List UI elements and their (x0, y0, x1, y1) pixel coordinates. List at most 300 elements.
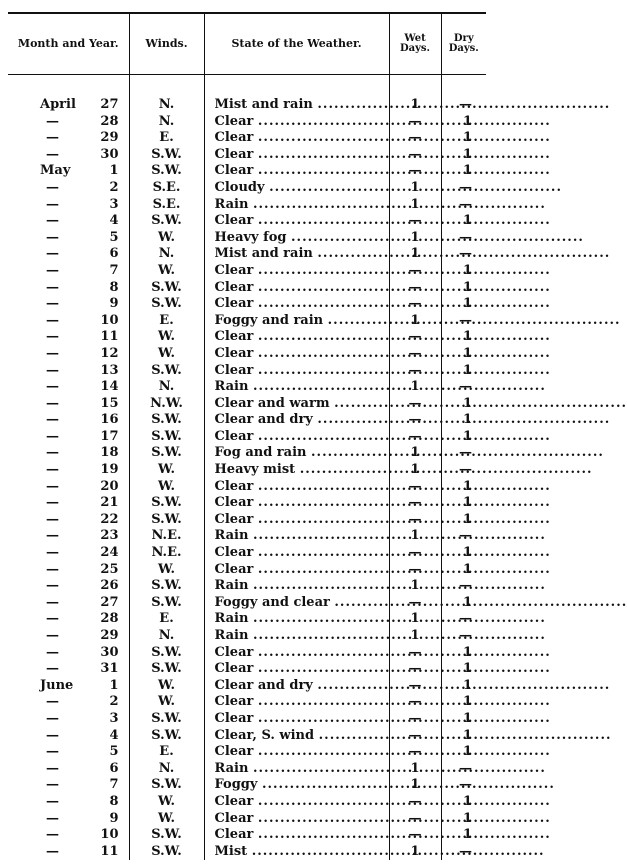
month-cell: — (46, 379, 59, 395)
month-cell: — (46, 495, 59, 511)
leader-dots (258, 363, 551, 378)
wet-days-cell: — (389, 130, 441, 147)
state-cell (204, 346, 389, 363)
wind-cell: S.W. (129, 711, 204, 728)
dry-days-cell: 1 (462, 329, 473, 345)
state-text: Clear (214, 661, 254, 677)
dry-days-cell: 1 (462, 561, 473, 577)
leader-dots (252, 844, 545, 859)
day-cell: 11 (65, 329, 129, 346)
month-cell: — (46, 511, 59, 527)
table-row (8, 528, 486, 545)
state-text: Clear (214, 810, 254, 826)
day-cell: 18 (65, 445, 129, 462)
table-row (8, 379, 486, 396)
dry-days-cell: — (459, 462, 473, 478)
leader-dots (258, 811, 551, 826)
state-cell (204, 728, 389, 745)
wind-cell: S.W. (129, 645, 204, 662)
wind-cell: S.W. (129, 844, 204, 861)
month-cell: — (46, 561, 59, 577)
wet-days-cell: — (389, 296, 441, 313)
state-cell (204, 678, 389, 695)
dry-days-cell: 1 (462, 130, 473, 146)
month-cell: — (46, 793, 59, 809)
table-row (8, 611, 486, 628)
state-cell (204, 213, 389, 230)
state-cell (204, 97, 389, 114)
wind-cell: S.W. (129, 412, 204, 429)
state-text: Clear (214, 511, 254, 527)
state-text: Cloudy (214, 179, 265, 195)
day-cell: 7 (65, 777, 129, 794)
leader-dots (258, 827, 551, 842)
wet-days-cell: — (389, 396, 441, 413)
table-row (8, 429, 486, 446)
wind-cell: N.E. (129, 545, 204, 562)
table-row (8, 445, 486, 462)
wet-days-cell: — (389, 412, 441, 429)
state-cell (204, 645, 389, 662)
month-cell: — (46, 312, 59, 328)
wet-days-cell: 1 (389, 528, 441, 545)
day-cell: 29 (65, 130, 129, 147)
month-cell: — (46, 628, 59, 643)
state-text: Clear (214, 213, 254, 229)
state-text: Foggy (214, 777, 258, 793)
wind-cell: W. (129, 230, 204, 247)
dry-days-cell: — (459, 760, 473, 776)
dry-days-cell: 1 (462, 262, 473, 278)
dry-days-cell: 1 (462, 113, 473, 129)
dry-days-cell: 1 (462, 727, 473, 743)
wind-cell: S.W. (129, 429, 204, 446)
table-row (8, 661, 486, 678)
wet-days-cell: 1 (389, 578, 441, 595)
day-cell: 21 (65, 495, 129, 512)
state-text: Clear and warm (214, 395, 330, 411)
wet-days-cell: 1 (389, 180, 441, 197)
wet-days-cell: — (389, 163, 441, 180)
leader-dots (291, 230, 584, 245)
state-text: Rain (214, 760, 249, 776)
dry-days-cell: 1 (462, 428, 473, 444)
state-cell (204, 661, 389, 678)
leader-dots (334, 595, 627, 610)
leader-dots (258, 744, 551, 759)
leader-dots (253, 628, 546, 643)
wind-cell: S.W. (129, 296, 204, 313)
day-cell: 13 (65, 363, 129, 380)
dry-days-cell: — (459, 445, 473, 461)
leader-dots (253, 528, 546, 543)
table-row (8, 827, 486, 844)
wind-cell: S.W. (129, 728, 204, 745)
wet-days-cell: — (389, 711, 441, 728)
state-cell (204, 396, 389, 413)
month-cell: — (46, 661, 59, 677)
dry-days-cell: 1 (462, 545, 473, 561)
day-cell: 15 (65, 396, 129, 413)
dry-days-cell: — (459, 246, 473, 262)
state-text: Clear (214, 495, 254, 511)
wind-cell: S.W. (129, 777, 204, 794)
state-text: Mist and rain (214, 246, 313, 262)
table-row (8, 694, 486, 711)
header-dry-days (441, 13, 486, 75)
wet-days-cell: 1 (389, 777, 441, 794)
state-text: Rain (214, 578, 249, 594)
state-cell (204, 197, 389, 214)
wind-cell: W. (129, 462, 204, 479)
state-text: Clear (214, 146, 254, 162)
table-header (8, 13, 486, 75)
spacer-row (8, 75, 486, 98)
state-cell (204, 611, 389, 628)
state-text: Rain (214, 528, 249, 544)
table-row (8, 628, 486, 645)
day-cell: 28 (65, 611, 129, 628)
state-text: Foggy and clear (214, 594, 330, 610)
leader-dots (258, 562, 551, 577)
wind-cell: W. (129, 263, 204, 280)
month-cell: — (46, 710, 59, 726)
wind-cell: E. (129, 130, 204, 147)
month-cell: June (40, 677, 74, 693)
wet-days-cell: 1 (389, 462, 441, 479)
state-cell (204, 512, 389, 529)
table-row (8, 811, 486, 828)
state-cell (204, 628, 389, 645)
state-cell (204, 777, 389, 794)
state-text: Clear (214, 279, 254, 295)
month-cell: — (46, 445, 59, 461)
wet-days-cell: — (389, 346, 441, 363)
leader-dots (258, 163, 551, 178)
table-row (8, 363, 486, 380)
day-cell: 5 (65, 744, 129, 761)
state-cell (204, 528, 389, 545)
table-row (8, 595, 486, 612)
month-cell: — (46, 428, 59, 444)
state-cell (204, 711, 389, 728)
state-cell (204, 578, 389, 595)
leader-dots (300, 462, 593, 477)
leader-dots (253, 578, 546, 593)
dry-days-cell: — (459, 196, 473, 212)
day-cell: 8 (65, 794, 129, 811)
state-cell (204, 379, 389, 396)
state-text: Clear (214, 478, 254, 494)
wind-cell: W. (129, 794, 204, 811)
wet-days-cell: — (389, 363, 441, 380)
dry-days-cell: 1 (462, 677, 473, 693)
weather-table (8, 12, 486, 860)
day-cell: 5 (65, 230, 129, 247)
day-cell: 2 (65, 694, 129, 711)
month-cell: — (46, 246, 59, 262)
dry-days-cell: 1 (462, 793, 473, 809)
wind-cell: S.E. (129, 197, 204, 214)
month-cell: — (46, 362, 59, 378)
table-row (8, 711, 486, 728)
header-wet-days (389, 13, 441, 75)
leader-dots (253, 379, 546, 394)
table-row (8, 263, 486, 280)
dry-days-cell: 1 (462, 163, 473, 179)
wet-days-cell: — (389, 827, 441, 844)
table-row (8, 495, 486, 512)
state-text: Clear (214, 113, 254, 129)
leader-dots (258, 296, 551, 311)
wind-cell: S.W. (129, 147, 204, 164)
state-cell (204, 329, 389, 346)
leader-dots (258, 130, 551, 145)
dry-days-cell: 1 (462, 279, 473, 295)
state-cell (204, 147, 389, 164)
leader-dots (258, 429, 551, 444)
table-row (8, 645, 486, 662)
wind-cell: W. (129, 678, 204, 695)
table-row (8, 346, 486, 363)
state-text: Clear (214, 362, 254, 378)
month-cell: — (46, 329, 59, 345)
day-cell: 1 (65, 678, 129, 695)
leader-dots (258, 794, 551, 809)
wet-days-cell: — (389, 694, 441, 711)
month-cell: — (46, 146, 59, 162)
wet-days-cell: 1 (389, 97, 441, 114)
table-row (8, 744, 486, 761)
state-text: Clear (214, 296, 254, 312)
state-text: Clear and dry (214, 677, 313, 693)
dry-days-cell: — (459, 628, 473, 643)
day-cell: 30 (65, 645, 129, 662)
day-cell: 19 (65, 462, 129, 479)
day-cell: 17 (65, 429, 129, 446)
state-cell (204, 163, 389, 180)
wet-days-cell: 1 (389, 445, 441, 462)
dry-days-cell: — (459, 578, 473, 594)
leader-dots (258, 114, 551, 129)
state-text: Heavy mist (214, 462, 296, 478)
state-cell (204, 495, 389, 512)
wet-days-cell: — (389, 479, 441, 496)
wet-days-cell: — (389, 147, 441, 164)
wet-days-cell: 1 (389, 611, 441, 628)
table-row (8, 578, 486, 595)
day-cell: 27 (65, 97, 129, 114)
state-cell (204, 280, 389, 297)
day-cell: 11 (65, 844, 129, 861)
state-cell (204, 827, 389, 844)
state-cell (204, 545, 389, 562)
wet-days-cell: — (389, 213, 441, 230)
wind-cell: S.W. (129, 163, 204, 180)
dry-days-cell: — (459, 379, 473, 395)
month-cell: — (46, 196, 59, 212)
state-text: Rain (214, 196, 249, 212)
state-cell (204, 595, 389, 612)
table-row (8, 180, 486, 197)
day-cell: 9 (65, 811, 129, 828)
leader-dots (258, 263, 551, 278)
wet-days-cell: 1 (389, 230, 441, 247)
state-text: Clear (214, 428, 254, 444)
day-cell: 6 (65, 246, 129, 263)
wind-cell: S.W. (129, 827, 204, 844)
state-cell (204, 246, 389, 263)
state-cell (204, 313, 389, 330)
wind-cell: W. (129, 811, 204, 828)
dry-days-cell: 1 (462, 827, 473, 843)
dry-days-cell: 1 (462, 296, 473, 312)
state-cell (204, 412, 389, 429)
leader-dots (334, 396, 627, 411)
leader-dots (258, 512, 551, 527)
month-cell: — (46, 777, 59, 793)
month-cell: — (46, 744, 59, 760)
state-cell (204, 694, 389, 711)
month-cell: — (46, 578, 59, 594)
dry-days-cell: 1 (462, 744, 473, 760)
state-cell (204, 429, 389, 446)
wind-cell: S.E. (129, 180, 204, 197)
day-cell: 10 (65, 827, 129, 844)
wind-cell: N. (129, 114, 204, 131)
leader-dots (328, 313, 621, 328)
table-row (8, 213, 486, 230)
table-row (8, 130, 486, 147)
leader-dots (258, 479, 551, 494)
state-text: Clear (214, 329, 254, 345)
wind-cell: N.W. (129, 396, 204, 413)
state-cell (204, 844, 389, 861)
state-text: Clear and dry (214, 412, 313, 428)
header-state: State of the Weather. (204, 13, 389, 75)
day-cell: 8 (65, 280, 129, 297)
wet-days-cell: — (389, 429, 441, 446)
month-cell: April (40, 97, 76, 112)
wet-days-cell: — (389, 545, 441, 562)
state-cell (204, 479, 389, 496)
wet-days-cell: — (389, 329, 441, 346)
wind-cell: S.W. (129, 213, 204, 230)
month-cell: — (46, 827, 59, 843)
state-text: Fog and rain (214, 445, 307, 461)
state-cell (204, 180, 389, 197)
table-row (8, 329, 486, 346)
wet-days-cell: — (389, 794, 441, 811)
table-row (8, 678, 486, 695)
dry-days-cell: 1 (462, 644, 473, 660)
table-row (8, 230, 486, 247)
day-cell: 2 (65, 180, 129, 197)
wind-cell: E. (129, 611, 204, 628)
dry-days-cell: 1 (462, 710, 473, 726)
day-cell: 27 (65, 595, 129, 612)
wind-cell: W. (129, 479, 204, 496)
state-text: Clear (214, 561, 254, 577)
state-cell (204, 263, 389, 280)
wet-days-cell: — (389, 562, 441, 579)
header-winds: Winds. (129, 13, 204, 75)
state-text: Mist and rain (214, 97, 313, 112)
state-text: Rain (214, 628, 249, 643)
wind-cell: E. (129, 744, 204, 761)
state-text: Foggy and rain (214, 312, 324, 328)
month-cell: — (46, 262, 59, 278)
wind-cell: W. (129, 694, 204, 711)
dry-days-cell: — (459, 528, 473, 544)
day-cell: 26 (65, 578, 129, 595)
state-text: Mist (214, 843, 248, 859)
month-cell: — (46, 462, 59, 478)
day-cell: 29 (65, 628, 129, 645)
state-cell (204, 562, 389, 579)
wet-days-cell: — (389, 280, 441, 297)
wind-cell: W. (129, 562, 204, 579)
dry-days-cell: 1 (462, 661, 473, 677)
dry-days-cell: 1 (462, 810, 473, 826)
table-row (8, 313, 486, 330)
dry-days-cell: 1 (462, 213, 473, 229)
table-row (8, 114, 486, 131)
month-cell: — (46, 229, 59, 245)
leader-dots (258, 711, 551, 726)
dry-days-cell: 1 (462, 362, 473, 378)
month-cell: — (46, 179, 59, 195)
dry-days-cell: 1 (462, 478, 473, 494)
table-row (8, 728, 486, 745)
wet-days-cell: — (389, 811, 441, 828)
day-cell: 20 (65, 479, 129, 496)
table-row (8, 777, 486, 794)
wet-days-cell: — (389, 595, 441, 612)
state-text: Clear (214, 644, 254, 660)
day-cell: 12 (65, 346, 129, 363)
month-cell: — (46, 644, 59, 660)
dry-days-cell: — (459, 611, 473, 627)
month-cell: — (46, 611, 59, 627)
table-row (8, 396, 486, 413)
table-row (8, 545, 486, 562)
state-text: Clear (214, 827, 254, 843)
state-cell (204, 462, 389, 479)
wind-cell: S.W. (129, 280, 204, 297)
header-wet-line1: Wet (404, 32, 426, 44)
header-dry-line1: Dry (453, 32, 474, 44)
wet-days-cell: 1 (389, 246, 441, 263)
dry-days-cell: 1 (462, 495, 473, 511)
month-cell: — (46, 478, 59, 494)
day-cell: 3 (65, 197, 129, 214)
day-cell: 4 (65, 213, 129, 230)
month-cell: — (46, 727, 59, 743)
day-cell: 31 (65, 661, 129, 678)
leader-dots (258, 661, 551, 676)
wet-days-cell: — (389, 645, 441, 662)
state-text: Clear (214, 262, 254, 278)
day-cell: 6 (65, 761, 129, 778)
month-cell: — (46, 395, 59, 411)
leader-dots (311, 445, 604, 460)
state-text: Clear (214, 694, 254, 710)
dry-days-cell: 1 (462, 511, 473, 527)
state-cell (204, 794, 389, 811)
table-row (8, 147, 486, 164)
state-text: Clear (214, 163, 254, 179)
